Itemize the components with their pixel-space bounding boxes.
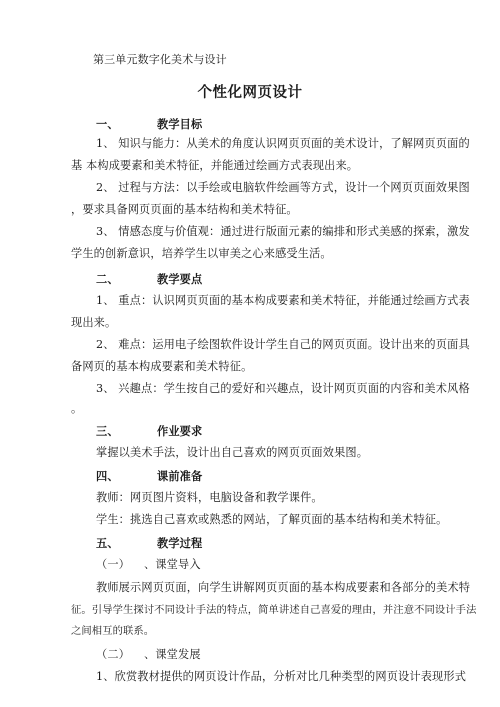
paragraph-line: 征。引导学生探讨不同设计手法的特点，简单讲述自己喜爱的理由，并注意不同设计手法	[71, 604, 477, 616]
subsection-heading-development	[96, 648, 201, 662]
section-number: 四、	[96, 469, 119, 483]
section-heading-objectives	[96, 117, 202, 131]
section-label: 教学要点	[157, 272, 203, 286]
paragraph-line: 学生：挑选自己喜欢或熟悉的网站，了解页面的基本结构和美术特征。	[96, 513, 448, 526]
subsection-label: 、课堂发展	[144, 648, 201, 661]
section-number: 二、	[96, 272, 119, 286]
subsection-number: （一）	[96, 558, 131, 571]
section-label: 教学目标	[157, 117, 203, 131]
section-number: 五、	[96, 536, 119, 550]
paragraph-line: 学生的创新意识，培养学生以审美之心来感受生活。	[71, 247, 332, 260]
paragraph-line: 1、 重点：认识网页页面的基本构成要素和美术特征，并能通过绘画方式表	[96, 294, 470, 307]
page-title: 个性化网页设计	[197, 84, 303, 101]
paragraph-line: 3、 情感态度与价值观：通过进行版面元素的编排和形式美感的探索，激发	[96, 225, 470, 238]
paragraph-line: ，要求具备网页页面的基本结构和美术特征。	[71, 203, 298, 216]
paragraph-line: 教师：网页图片资料，电脑设备和教学课件。	[96, 491, 323, 504]
section-label: 课前准备	[157, 469, 203, 483]
paragraph-line: 。	[71, 402, 83, 415]
paragraph-line: 教师展示网页页面，向学生讲解网页页面的基本构成要素和各部分的美术特	[96, 581, 471, 594]
paragraph-line: 2、 过程与方法：以手绘或电脑软件绘画等方式，设计一个网页页面效果图	[96, 181, 470, 194]
paragraph-line: 现出来。	[71, 316, 117, 329]
paragraph-line: 基 本构成要素和美术特征，并能通过绘画方式表现出来。	[71, 159, 359, 172]
section-label: 教学过程	[157, 536, 203, 550]
paragraph-line: 1、欣赏教材提供的网页设计作品，分析对比几种类型的网页设计表现形式	[96, 670, 467, 683]
paragraph-line: 备网页的基本构成要素和美术特征。	[71, 360, 253, 373]
section-heading-preparation	[96, 469, 202, 483]
subsection-number: （二）	[96, 648, 131, 661]
subsection-label: 、课堂导入	[144, 558, 201, 571]
paragraph-line: 之间相互的联系。	[71, 625, 155, 637]
paragraph-line: 3、 兴趣点：学生按自己的爱好和兴趣点，设计网页页面的内容和美术风格	[96, 382, 470, 395]
section-heading-homework	[96, 424, 202, 438]
section-number: 三、	[96, 424, 119, 438]
section-label: 作业要求	[157, 424, 203, 438]
section-heading-process	[96, 536, 202, 550]
paragraph-line: 掌握以美术手法，设计出自己喜欢的网页页面效果图。	[96, 446, 369, 459]
section-heading-key-points	[96, 272, 202, 286]
subsection-heading-intro	[96, 558, 201, 572]
paragraph-line: 2、 难点：运用电子绘图软件设计学生自己的网页页面。设计出来的页面具	[96, 338, 470, 351]
unit-title: 第三单元数字化美术与设计	[93, 53, 227, 66]
paragraph-line: 1、 知识与能力：从美术的角度认识网页页面的美术设计，了解网页页面的	[96, 137, 470, 150]
section-number: 一、	[96, 117, 119, 131]
